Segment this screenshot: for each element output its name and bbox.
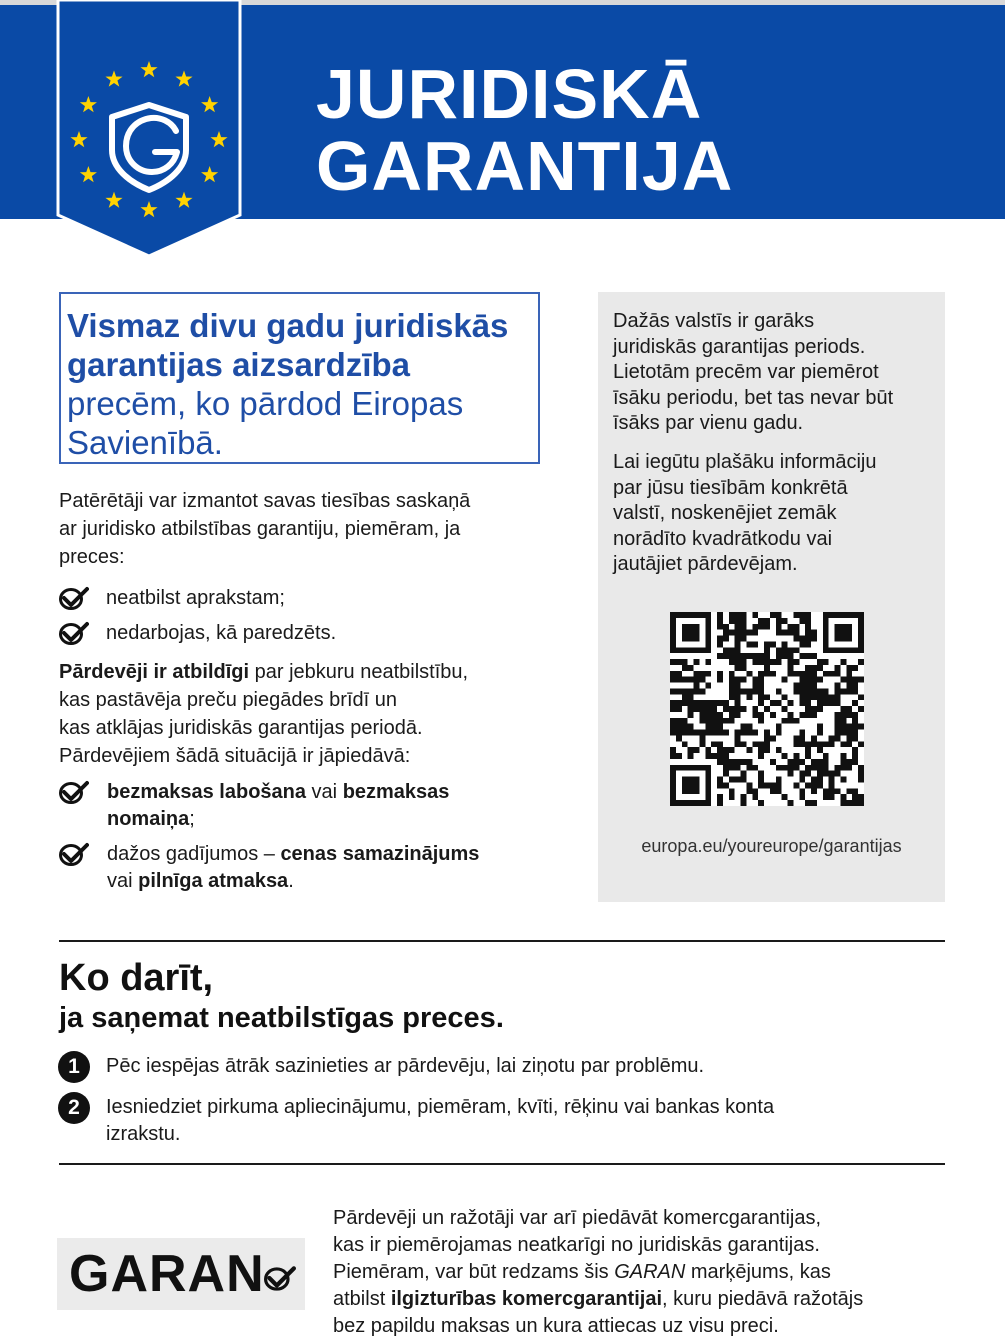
remedy-refund: pilnīga atmaksa [138,870,289,892]
sellers-line-1: par jebkuru neatbilstību, [249,661,469,683]
garan-logo-text: GARAN [69,1245,265,1303]
check-icon [59,842,89,866]
remedy2-or: vai [107,870,139,892]
info-url[interactable]: europa.eu/youreurope/garantijas [641,836,902,856]
remedy-free: bezmaksas [342,781,450,803]
title-line-1: JURIDISKĀ [316,55,703,133]
page-title [316,55,734,205]
eu-guarantee-shield-icon [56,0,242,258]
commercial-paragraph: Pārdevēji un ražotāji var arī piedāvāt komercgarantijas, kas ir piemērojamas neatkarīgi no juridiskās garantijas. Piemēram, var būt redzams šis GARAN marķējums, kas atbilst ilgizturības komercgarantijai, kuru piedāvā ražotājs bez papildu maksas un kura attiecas uz visu preci. [333,1207,864,1337]
step-number-1: 1 [58,1051,90,1083]
divider [59,940,945,942]
garan-check-icon [264,1264,296,1292]
check-icon [59,780,89,804]
list-item: neatbilst aprakstam; [106,587,285,609]
what-to-do-title: Ko darīt, [59,957,214,999]
garan-logo [57,1238,305,1310]
intro-bold-line-1: Vismaz divu gadu juridiskās [67,307,509,344]
consumers-line-3: preces: [59,546,125,568]
consumers-paragraph [59,487,470,571]
sellers-line-3: kas atklājas juridiskās garantijas periodā. [59,717,423,739]
sellers-paragraph [59,658,468,770]
list-item: nedarbojas, kā paredzēts. [106,622,337,644]
remedy-replacement: nomaiņa [107,808,190,830]
step-number-2: 2 [58,1092,90,1124]
intro-line-4: Savienībā. [67,424,223,461]
consumers-line-1: Patērētāji var izmantot savas tiesības saskaņā [59,490,471,512]
check-icon [59,621,89,645]
sellers-line-2: kas pastāvēja preču piegādes brīdī un [59,689,397,711]
remedy-or: vai [306,781,343,803]
remedy-item-1 [107,779,449,833]
sellers-line-4: Pārdevējiem šādā situācijā ir jāpiedāvā: [59,745,411,767]
remedy2-intro: dažos gadījumos – [107,843,281,865]
step-1-text: Pēc iespējas ātrāk sazinieties ar pārdevēju, lai ziņotu par problēmu. [106,1055,705,1077]
consumers-line-2: ar juridisko atbilstības garantiju, piemēram, ja [59,518,461,540]
what-to-do-heading [59,956,504,1036]
remedy-item-2 [107,841,479,895]
title-line-2: GARANTIJA [316,127,734,205]
sellers-bold: Pārdevēji ir atbildīgi [59,661,250,683]
what-to-do-subtitle: ja saņemat neatbilstīgas preces. [59,1002,504,1034]
remedy-price-reduction: cenas samazinājums [280,843,480,865]
remedy2-end: . [288,870,294,892]
remedy-semicolon: ; [189,808,195,830]
step-2-text: Iesniedziet pirkuma apliecinājumu, piemēram, kvīti, rēķinu vai bankas konta izrakstu. [106,1096,775,1145]
durability-guarantee: ilgizturības komercgarantijai [390,1288,663,1310]
qr-code-icon[interactable] [668,612,866,806]
divider [59,1163,945,1165]
sidebar-paragraph-2: Lai iegūtu plašāku informāciju par jūsu tiesībām konkrētā valstī, noskenējiet zemāk norādīto kvadrātkodu vai jautājiet pārdevējam. [613,451,877,575]
garan-mark-inline: GARAN [614,1261,686,1283]
remedy-repair: bezmaksas labošana [107,781,306,803]
intro-line-3: precēm, ko pārdod Eiropas [67,385,464,422]
sidebar-paragraph-1: Dažās valstīs ir garāks juridiskās garantijas periods. Lietotām precēm var piemērot īsāku periodu, bet tas nevar būt īsāks par vienu gadu. [613,310,894,434]
check-icon [59,586,89,610]
intro-bold-line-2: garantijas aizsardzība [67,346,410,383]
intro-box [59,292,540,464]
info-sidebar [598,292,945,902]
